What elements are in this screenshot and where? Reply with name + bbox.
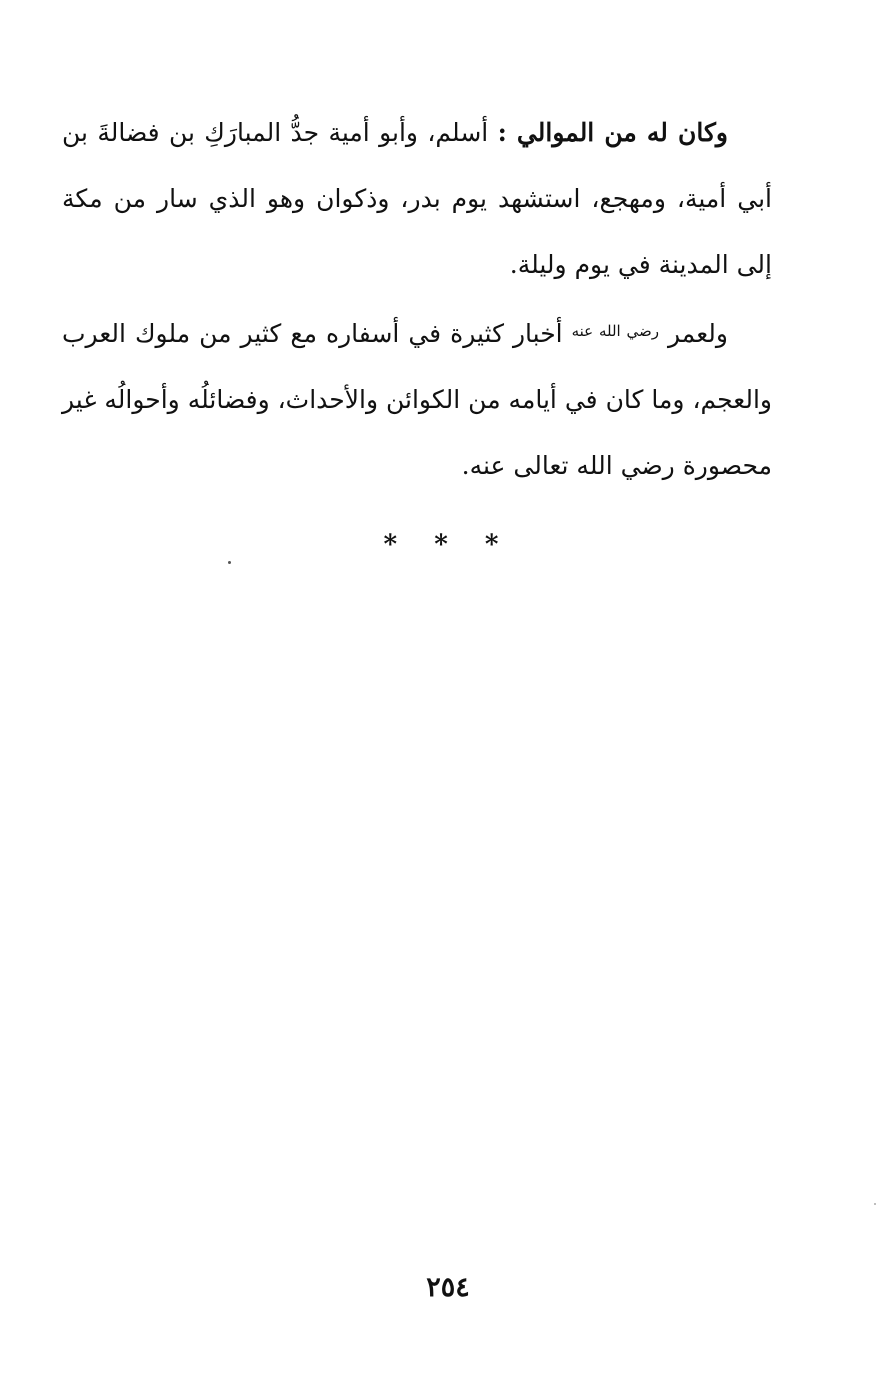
honorific-glyph: رضي الله عنه — [571, 322, 659, 340]
paragraph-body-text: أسلم، وأبو أمية جدُّ المبارَكِ بن فضالةَ بن أبي أمية، ومهجع، استشهد يوم بدر، وذكوان وهو الذي سار من مكة إلى المدينة في يوم وليلة. — [62, 118, 772, 279]
paragraph-mawali — [62, 100, 772, 298]
paragraph-body-text: أخبار كثيرة في أسفاره مع كثير من ملوك العرب والعجم، وما كان في أيامه من الكوائن والأحداث، وفضائلُه وأحوالُه غير محصورة رضي الله تعالى عنه. — [62, 319, 772, 480]
body-text — [62, 100, 772, 499]
paragraph-lead-heading: وكان له من الموالي : — [497, 118, 728, 147]
scan-speck — [228, 561, 231, 564]
paragraph-opening-text: ولعمر — [658, 319, 728, 348]
paragraph-umar-akhbar — [62, 298, 772, 499]
scan-speck — [874, 1203, 876, 1205]
page-number: ٢٥٤ — [426, 1272, 470, 1303]
section-separator: * * * — [383, 530, 513, 560]
